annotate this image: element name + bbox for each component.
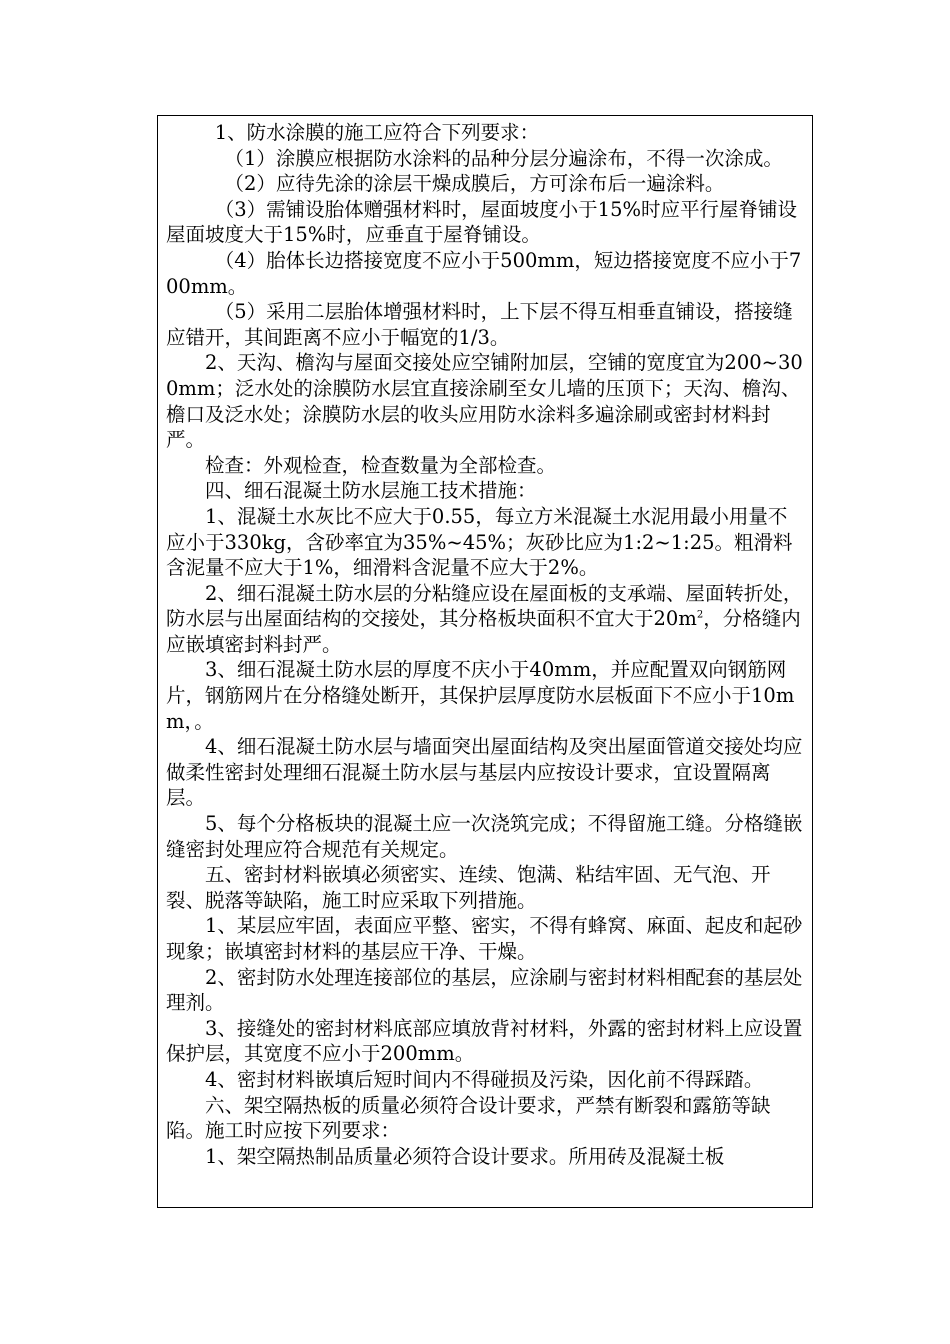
paragraph: 5、每个分格板块的混凝土应一次浇筑完成；不得留施工缝。分格缝嵌缝密封处理应符合规范有关规定。 (166, 812, 803, 861)
paragraph: 1、混凝土水灰比不应大于0.55，每立方米混凝土水泥用最小用量不应小于330kg，含砂率宜为35%~45%；灰砂比应为1:2~1:25。粗滑料含泥量不应大于1%，细滑料含泥量不应大于2%。 (166, 504, 793, 580)
paragraph: 2、密封防水处理连接部位的基层，应涂刷与密封材料相配套的基层处理剂。 (166, 965, 803, 1015)
paragraph: （3）需铺设胎体赠强材料时，屋面坡度小于15%时应平行屋脊铺设屋面坡度大于15%时，应垂直于屋脊铺设。 (166, 197, 797, 247)
paragraph: 2、天沟、檐沟与屋面交接处应空铺附加层，空铺的宽度宜为200~300mm；泛水处的涂膜防水层宜直接涂刷至女儿墙的压顶下；天沟、檐沟、檐口及泛水处；涂膜防水层的收头应用防水涂料多遍涂刷或密封材料封严。 (166, 351, 803, 452)
paragraph: 六、架空隔热板的质量必须符合设计要求，严禁有断裂和露筋等缺陷。施工时应按下列要求： (166, 1093, 771, 1143)
table-cell-frame (157, 115, 813, 1208)
paragraph: 1、某层应牢固，表面应平整、密实，不得有蜂窝、麻面、起皮和起砂现象；嵌填密封材料的基层应干净、干燥。 (166, 914, 803, 963)
paragraph-text: 2、细石混凝土防水层的分粘缝应设在屋面板的支承端、屋面转折处，防水层与出屋面结构的交接处，其分格板块面积不宜大于20m (166, 581, 803, 631)
paragraph: （1）涂膜应根据防水涂料的品种分层分遍涂布，不得一次涂成。 (224, 146, 783, 170)
paragraph: 1、防水涂膜的施工应符合下列要求： (214, 121, 540, 144)
paragraph: 1、架空隔热制品质量必须符合设计要求。所用砖及混凝土板 (205, 1144, 725, 1168)
paragraph (166, 581, 806, 658)
paragraph: 四、细石混凝土防水层施工技术措施： (205, 479, 537, 503)
paragraph: 3、接缝处的密封材料底部应填放背衬材料，外露的密封材料上应设置保护层，其宽度不应小于200mm。 (166, 1016, 803, 1066)
paragraph: （5）采用二层胎体增强材料时，上下层不得互相垂直铺设，搭接缝应错开，其间距离不应小于幅宽的1/3。 (166, 300, 793, 349)
paragraph-text: ，分格缝内应嵌填密封料封严。 (166, 607, 801, 656)
paragraph: 检查：外观检查，检查数量为全部检查。 (205, 453, 557, 477)
paragraph: 4、细石混凝土防水层与墙面突出屋面结构及突出屋面管道交接处均应做柔性密封处理细石混凝土防水层与基层内应按设计要求，宜设置隔离层。 (166, 735, 803, 810)
document-body (166, 120, 806, 1169)
superscript: 2 (696, 609, 704, 621)
paragraph: 3、细石混凝土防水层的厚度不庆小于40mm，并应配置双向钢筋网片，钢筋网片在分格缝处断开，其保护层厚度防水层板面下不应小于10mm，。 (166, 658, 795, 733)
paragraph: （4）胎体长边搭接宽度不应小于500mm，短边搭接宽度不应小于700mm。 (166, 248, 802, 298)
paragraph: 4、密封材料嵌填后短时间内不得碰损及污染，因化前不得踩踏。 (205, 1067, 764, 1091)
paragraph: 五、密封材料嵌填必须密实、连续、饱满、粘结牢固、无气泡、开裂、脱落等缺陷，施工时应采取下列措施。 (166, 863, 771, 912)
paragraph: （2）应待先涂的涂层干燥成膜后，方可涂布后一遍涂料。 (224, 172, 725, 196)
